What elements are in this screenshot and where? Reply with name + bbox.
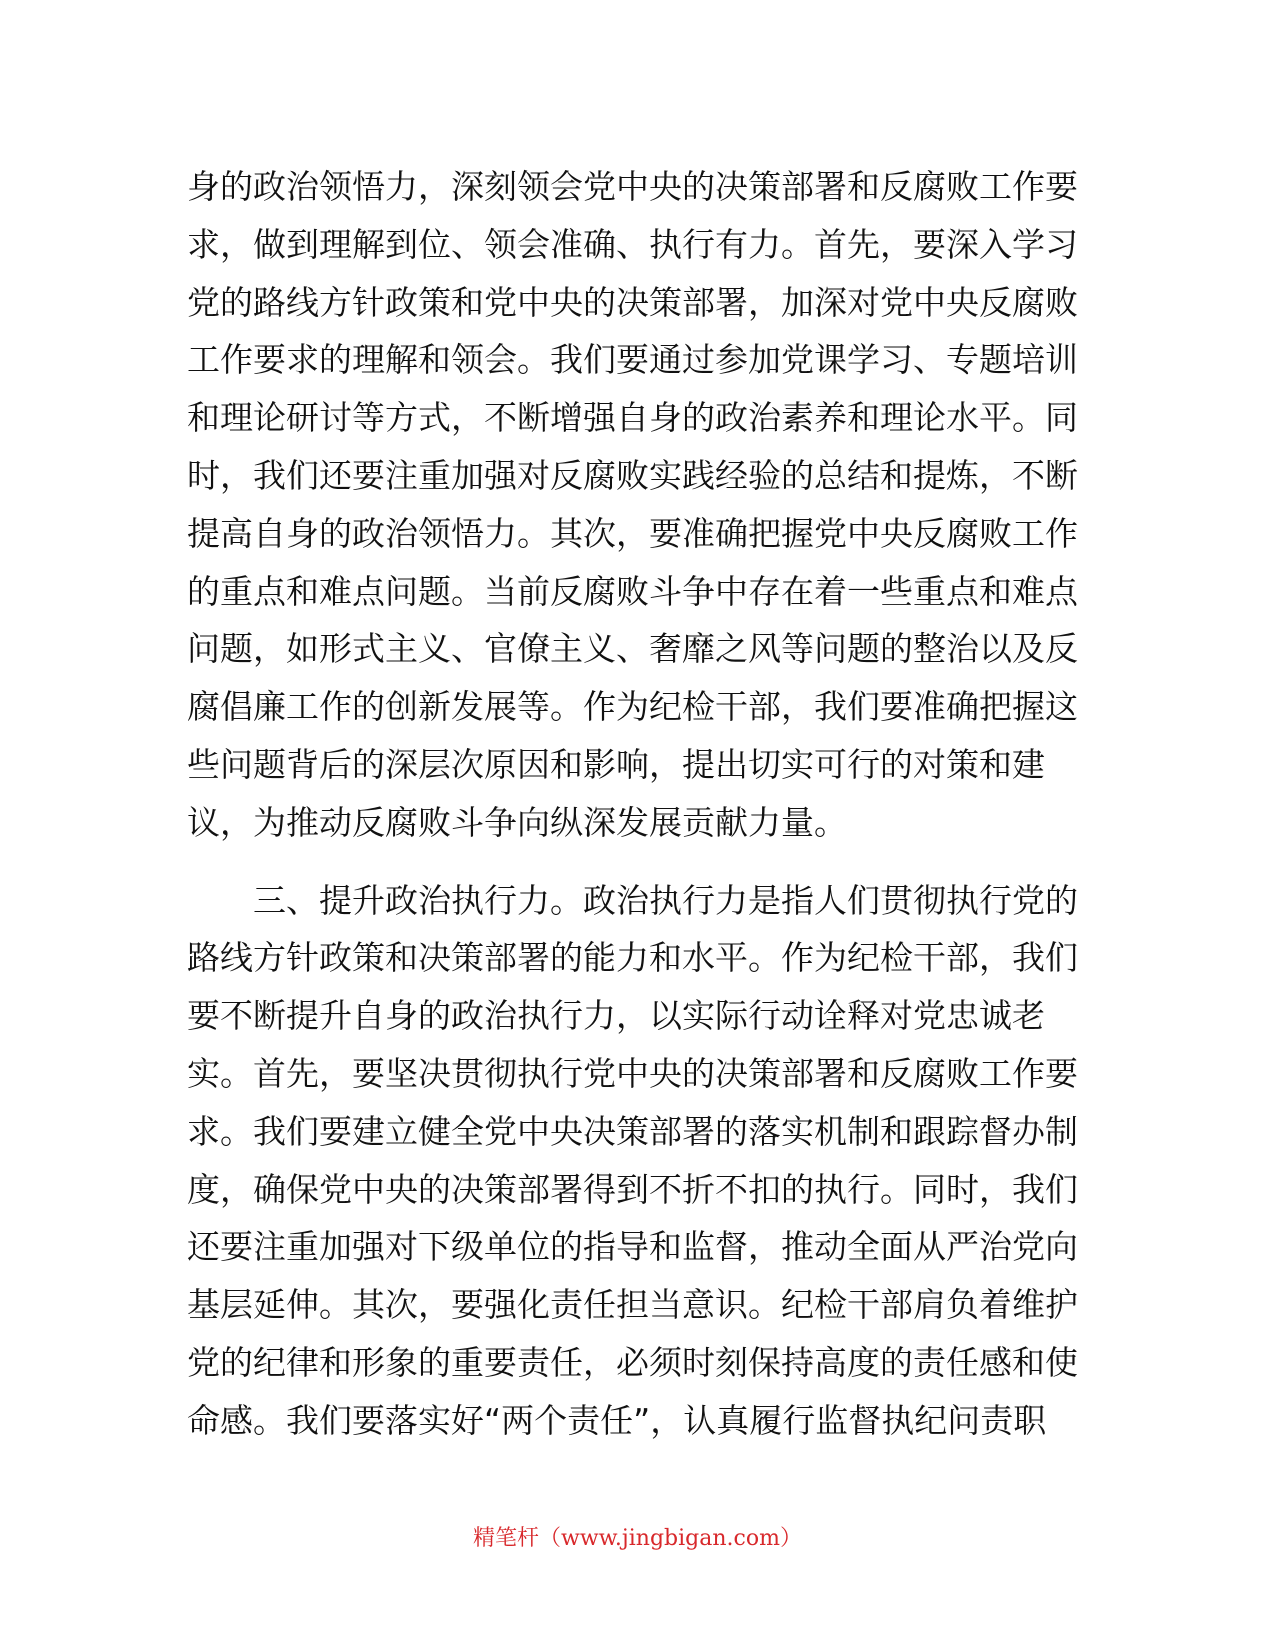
text-line: 工作要求的理解和领会。我们要通过参加党课学习、专题培训 bbox=[187, 340, 1078, 380]
document-body bbox=[187, 158, 1087, 1450]
text-line: 党的纪律和形象的重要责任，必须时刻保持高度的责任感和使 bbox=[187, 1342, 1078, 1382]
footer-watermark: 精笔杆（www.jingbigan.com） bbox=[473, 1526, 802, 1551]
text-line: 路线方针政策和决策部署的能力和水平。作为纪检干部，我们 bbox=[187, 938, 1078, 978]
text-line: 时，我们还要注重加强对反腐败实践经验的总结和提炼，不断 bbox=[187, 455, 1078, 495]
paragraph-2 bbox=[187, 872, 1087, 1450]
text-line: 腐倡廉工作的创新发展等。作为纪检干部，我们要准确把握这 bbox=[187, 687, 1078, 727]
text-line: 的重点和难点问题。当前反腐败斗争中存在着一些重点和难点 bbox=[187, 571, 1078, 611]
text-line: 基层延伸。其次，要强化责任担当意识。纪检干部肩负着维护 bbox=[187, 1285, 1078, 1325]
text-line: 提高自身的政治领悟力。其次，要准确把握党中央反腐败工作 bbox=[187, 513, 1078, 553]
text-line: 议，为推动反腐败斗争向纵深发展贡献力量。 bbox=[187, 802, 847, 842]
text-line: 还要注重加强对下级单位的指导和监督，推动全面从严治党向 bbox=[187, 1227, 1078, 1267]
text-line: 和理论研讨等方式，不断增强自身的政治素养和理论水平。同 bbox=[187, 398, 1078, 438]
text-line: 三、提升政治执行力。政治执行力是指人们贯彻执行党的 bbox=[187, 880, 1078, 920]
text-line: 身的政治领悟力，深刻领会党中央的决策部署和反腐败工作要 bbox=[187, 167, 1078, 206]
text-line: 要不断提升自身的政治执行力，以实际行动诠释对党忠诚老 bbox=[187, 996, 1045, 1036]
text-line: 命感。我们要落实好“两个责任”，认真履行监督执纪问责职 bbox=[187, 1400, 1047, 1440]
paragraph-1 bbox=[187, 158, 1087, 852]
text-line: 求，做到理解到位、领会准确、执行有力。首先，要深入学习 bbox=[187, 224, 1078, 264]
text-line: 求。我们要建立健全党中央决策部署的落实机制和跟踪督办制 bbox=[187, 1111, 1078, 1151]
paragraph-spacer bbox=[187, 852, 1087, 872]
text-line: 度，确保党中央的决策部署得到不折不扣的执行。同时，我们 bbox=[187, 1169, 1078, 1209]
text-line: 问题，如形式主义、官僚主义、奢靡之风等问题的整治以及反 bbox=[187, 629, 1078, 669]
text-line: 党的路线方针政策和党中央的决策部署，加深对党中央反腐败 bbox=[187, 282, 1078, 322]
text-line: 实。首先，要坚决贯彻执行党中央的决策部署和反腐败工作要 bbox=[187, 1053, 1078, 1093]
text-line: 些问题背后的深层次原因和影响，提出切实可行的对策和建 bbox=[187, 744, 1045, 784]
